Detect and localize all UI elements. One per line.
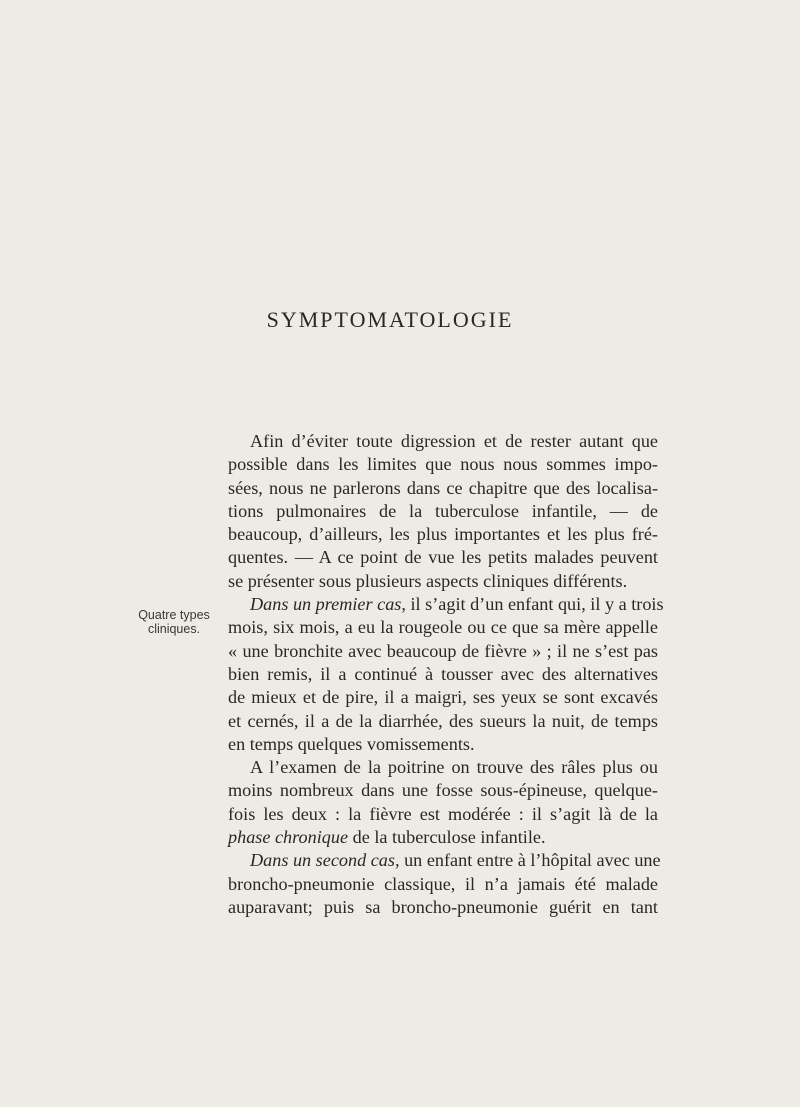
text-line: bien remis, il a continué à tousser avec des alternatives: [228, 663, 658, 684]
text-line: beaucoup, d’ailleurs, les plus importantes et les plus fré-: [228, 524, 658, 545]
text-line: mois, six mois, a eu la rougeole ou ce que sa mère appelle: [228, 617, 658, 638]
text-line: fois les deux : la fièvre est modérée : il s’agit là de la: [228, 803, 658, 824]
text-line: broncho-pneumonie classique, il n’a jamais été malade: [228, 873, 658, 894]
text-run: il s’agit d’un enfant qui, il y a trois: [405, 594, 664, 615]
text-line: se présenter sous plusieurs aspects cliniques différents.: [228, 570, 628, 591]
text-line: sées, nous ne parlerons dans ce chapitre que des localisa-: [228, 477, 658, 498]
chapter-title: SYMPTOMATOLOGIE: [266, 307, 514, 332]
text-line: quentes. — A ce point de vue les petits malades peuvent: [228, 547, 658, 568]
text-run: un enfant entre à l’hôpital avec une: [399, 850, 661, 871]
text-line: de mieux et de pire, il a maigri, ses yeux se sont excavés: [228, 687, 658, 708]
text-line: [228, 593, 664, 616]
text-line: et cernés, il a de la diarrhée, des sueurs la nuit, de temps: [228, 710, 658, 731]
text-line: moins nombreux dans une fosse sous-épineuse, quelque-: [228, 780, 658, 801]
text-line: auparavant; puis sa broncho-pneumonie guérit en tant: [228, 896, 658, 917]
margin-note-line: cliniques.: [147, 622, 201, 636]
text-line: A l’examen de la poitrine on trouve des râles plus ou: [250, 757, 658, 778]
margin-note-line: Quatre types: [138, 608, 210, 622]
text-line: [228, 849, 661, 872]
text-line: en temps quelques vomissements.: [228, 733, 475, 754]
text-line: Afin d’éviter toute digression et de rester autant que: [250, 431, 658, 451]
body-text: [228, 430, 664, 919]
italic-lead: Dans un premier cas,: [250, 594, 406, 615]
margin-note: [120, 608, 228, 636]
text-line: « une bronchite avec beaucoup de fièvre » ; il ne s’est pas: [228, 640, 658, 661]
text-line: [228, 826, 658, 849]
text-line: tions pulmonaires de la tuberculose infantile, — de: [228, 500, 658, 521]
italic-lead: Dans un second cas,: [250, 850, 400, 871]
text-run: de la tuberculose infantile.: [348, 827, 546, 848]
italic-phrase: phase chronique: [228, 827, 349, 848]
text-line: possible dans les limites que nous nous sommes impo-: [228, 454, 658, 475]
